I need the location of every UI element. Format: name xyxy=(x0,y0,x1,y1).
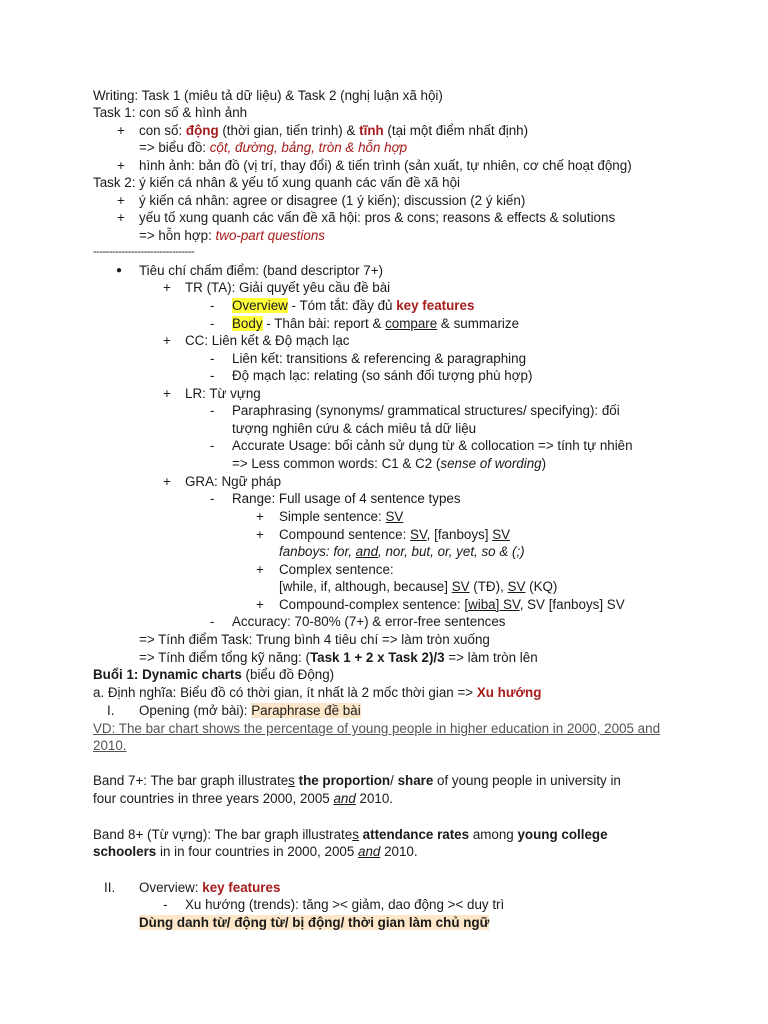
plus-marker: + xyxy=(163,333,171,348)
body-line: Body - Thân bài: report & compare & summarize xyxy=(232,316,520,331)
dash-marker: - xyxy=(210,351,215,366)
doc-title: Writing: Task 1 (miêu tả dữ liệu) & Task 2 (nghị luận xã hội) xyxy=(93,88,443,103)
lesson1-heading: Buổi 1: Dynamic charts (biểu đồ Động) xyxy=(93,667,335,682)
gra-heading: GRA: Ngữ pháp xyxy=(185,474,282,489)
task2-factors-line: yếu tố xung quanh các vấn đề xã hội: pros & cons; reasons & effects & solutions xyxy=(139,210,616,225)
plus-marker: + xyxy=(256,527,264,542)
chart-types-line: => biểu đồ: cột, đường, bảng, tròn & hỗn hợp xyxy=(139,140,408,155)
plus-marker: + xyxy=(256,509,264,524)
dash-marker: - xyxy=(210,403,215,418)
plus-marker: + xyxy=(163,280,171,295)
task2-mixed-line: => hỗn hợp: two-part questions xyxy=(139,228,325,243)
criteria-heading: Tiêu chí chấm điểm: (band descriptor 7+) xyxy=(139,263,383,278)
task-score-line: => Tính điểm Task: Trung bình 4 tiêu chí => làm tròn xuống xyxy=(139,632,490,647)
opening-line: Opening (mở bài): Paraphrase đề bài xyxy=(139,703,361,718)
less-common-words-line: => Less common words: C1 & C2 (sense of wording) xyxy=(232,456,547,471)
task1-images-line: hình ảnh: bản đồ (vị trí, thay đổi) & tiến trình (sản xuất, tự nhiên, cơ chế hoạt động) xyxy=(139,158,632,173)
plus-marker: + xyxy=(163,474,171,489)
accuracy-line: Accuracy: 70-80% (7+) & error-free sentences xyxy=(232,614,506,629)
dash-marker: - xyxy=(210,316,215,331)
overview-heading: Overview: key features xyxy=(139,880,281,895)
cc-heading: CC: Liên kết & Độ mạch lạc xyxy=(185,333,350,348)
section-num-2: II. xyxy=(104,880,116,895)
subject-note-line: Dùng danh từ/ động từ/ bị động/ thời gian làm chủ ngữ xyxy=(139,915,490,930)
dash-marker: - xyxy=(163,897,168,912)
compound-complex-line: Compound-complex sentence: [wiba] SV, SV [fanboys] SV xyxy=(279,597,625,612)
task1-heading: Task 1: con số & hình ảnh xyxy=(93,105,248,120)
plus-marker: + xyxy=(117,210,125,225)
example-sentence: VD: The bar chart shows the percentage of young people in higher education in 2000, 2005 and xyxy=(93,721,661,736)
definition-line: a. Định nghĩa: Biểu đồ có thời gian, ít nhất là 2 mốc thời gian => Xu hướng xyxy=(93,685,542,700)
compound-sentence-line: Compound sentence: SV, [fanboys] SV xyxy=(279,527,511,542)
plus-marker: + xyxy=(256,597,264,612)
band7-line: Band 7+: The bar graph illustrates the proportion/ share of young people in university in xyxy=(93,773,621,788)
plus-marker: + xyxy=(117,123,125,138)
dash-marker: - xyxy=(210,368,215,383)
complex-sentence-example: [while, if, although, because] SV (TĐ), SV (KQ) xyxy=(279,579,558,594)
range-line: Range: Full usage of 4 sentence types xyxy=(232,491,461,506)
tr-heading: TR (TA): Giải quyết yêu cầu đề bài xyxy=(185,280,391,295)
band8-line: Band 8+ (Từ vựng): The bar graph illustrates attendance rates among young college xyxy=(93,827,608,842)
paraphrasing-line-cont: tượng nghiên cứu & cách miêu tả dữ liệu xyxy=(232,421,477,436)
complex-sentence-line: Complex sentence: xyxy=(279,562,394,577)
dash-marker: - xyxy=(210,298,215,313)
accurate-usage-line: Accurate Usage: bối cảnh sử dụng từ & collocation => tính tự nhiên xyxy=(232,438,633,453)
lr-heading: LR: Từ vựng xyxy=(185,386,261,401)
dash-marker: - xyxy=(210,438,215,453)
simple-sentence-line: Simple sentence: SV xyxy=(279,509,404,524)
example-sentence-cont: 2010. xyxy=(93,738,127,753)
task2-opinion-line: ý kiến cá nhân: agree or disagree (1 ý kiến); discussion (2 ý kiến) xyxy=(139,193,526,208)
section-num-1: I. xyxy=(107,703,115,718)
plus-marker: + xyxy=(163,386,171,401)
cohesion-line: Liên kết: transitions & referencing & paragraphing xyxy=(232,351,527,366)
dash-marker: - xyxy=(210,614,215,629)
paraphrasing-line: Paraphrasing (synonyms/ grammatical structures/ specifying): đối xyxy=(232,403,620,418)
overall-score-line: => Tính điểm tổng kỹ năng: (Task 1 + 2 x Task 2)/3 => làm tròn lên xyxy=(139,650,538,665)
fanboys-line: fanboys: for, and, nor, but, or, yet, so & (;) xyxy=(279,544,525,559)
overview-line: Overview - Tóm tắt: đầy đủ key features xyxy=(232,298,475,313)
task2-heading: Task 2: ý kiến cá nhân & yếu tố xung quanh các vấn đề xã hội xyxy=(93,175,460,190)
dash-marker: - xyxy=(210,491,215,506)
band8-line-cont: schoolers in in four countries in 2000, 2005 and 2010. xyxy=(93,844,418,859)
task1-numbers-line: con số: động (thời gian, tiến trình) & tĩnh (tại một điểm nhất định) xyxy=(139,123,529,138)
coherence-line: Độ mạch lạc: relating (so sánh đối tượng phù hợp) xyxy=(232,368,533,383)
divider: -------------------------------- xyxy=(93,246,195,258)
plus-marker: + xyxy=(256,562,264,577)
plus-marker: + xyxy=(117,158,125,173)
plus-marker: + xyxy=(117,193,125,208)
bullet-icon: ● xyxy=(116,265,123,276)
trends-line: Xu hướng (trends): tăng >< giảm, dao động >< duy trì xyxy=(185,897,505,912)
band7-line-cont: four countries in three years 2000, 2005 and 2010. xyxy=(93,791,394,806)
